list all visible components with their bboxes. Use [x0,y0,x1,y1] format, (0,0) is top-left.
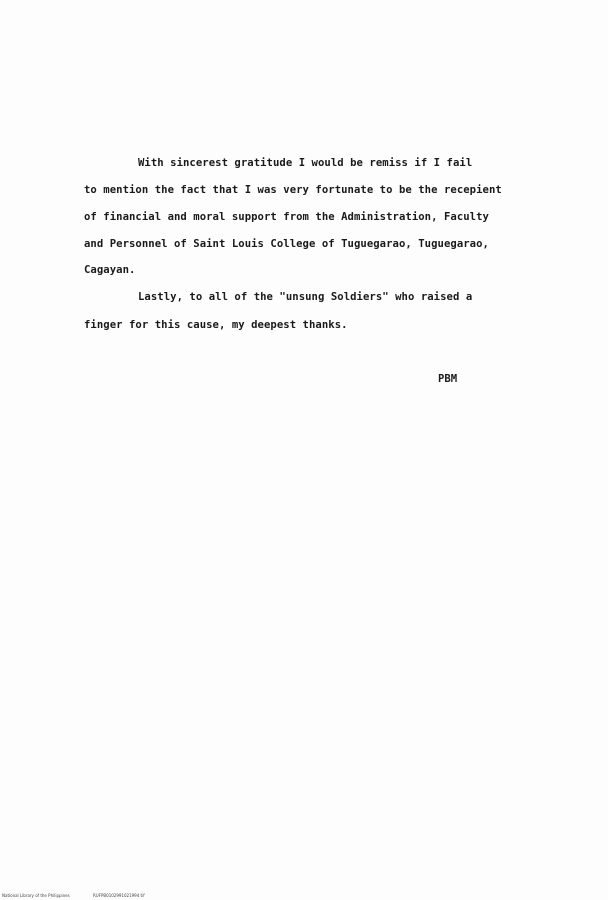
paragraph-1-line-3: of financial and moral support from the Administration, Faculty [84,211,489,223]
paragraph-1-line-1: With sincerest gratitude I would be remiss if I fail [138,157,473,169]
paragraph-2-line-2: finger for this cause, my deepest thanks. [84,319,348,331]
footer-file-id: RUFPB0102991021994 tif [93,893,145,898]
footer-library: National Library of the Philippines [2,893,70,898]
signature-initials: PBM [438,373,458,385]
paragraph-1-line-4: and Personnel of Saint Louis College of Tuguegarao, Tuguegarao, [84,238,489,250]
scan-footer [2,893,167,898]
paragraph-1-line-5: Cagayan. [84,264,136,276]
paragraph-1-line-2: to mention the fact that I was very fortunate to be the recepient [84,184,502,196]
paragraph-2-line-1: Lastly, to all of the "unsung Soldiers" who raised a [138,291,473,303]
